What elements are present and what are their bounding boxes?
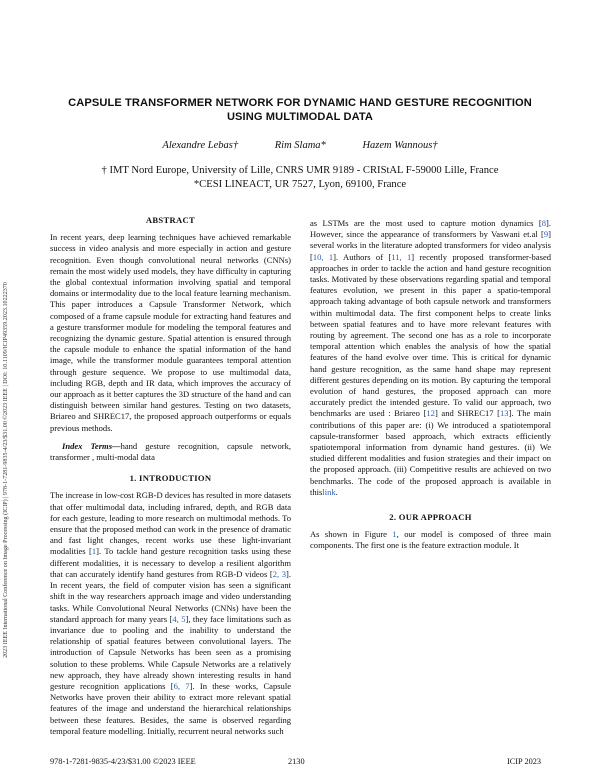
index-terms (50, 441, 291, 463)
ref-link[interactable]: 1 (91, 546, 97, 557)
title-line-1: CAPSULE TRANSFORMER NETWORK FOR DYNAMIC HAND GESTURE RECOGNITION (68, 97, 532, 109)
intro-text: ], they face limitations such as invariance due to pooling and the inability to understand the relationship of spatial features between convolutional layers. The introduction of Capsule Networks has been seen as a promising solution to these problems. While Capsule Networks are a relatively new approach, they have already shown interesting results in hand gesture recognition applications [ (50, 613, 291, 691)
right-column (310, 218, 551, 552)
ref-link[interactable]: 10, 1 (312, 251, 334, 262)
introduction-body-continued (310, 218, 551, 498)
footer-page-number: 2130 (288, 757, 305, 766)
side-doi-banner: 2023 IEEE International Conference on Image Processing (ICIP) | 978-1-7281-9835-4/23/$31.00 ©2023 IEEE | DOI: 10.1109/ICIP49359.2023.10222370 (3, 282, 9, 658)
intro-text: However, since the appearance of transformers by Vaswani et.al [ (310, 229, 544, 240)
approach-text: As shown in Figure (310, 529, 393, 540)
intro-text: ]. (546, 218, 551, 228)
intro-text: ]. Authors of [ (333, 251, 392, 262)
footer-venue: ICIP 2023 (507, 757, 542, 766)
ref-link[interactable]: 2, 3 (272, 568, 287, 579)
title-line-2: USING MULTIMODAL DATA (226, 111, 374, 123)
intro-text: as LSTMs are the most used to capture motion dynamics [ (310, 218, 542, 228)
intro-text: recently proposed transformer-based approaches in order to tackle the action and hand gesture recognition tasks. Motivated by these observations regarding spatial and temporal features evolution, we present in this paper a spatio-temporal approach taking advantage of both capsule network and transformers within multimodal data. The first component helps to create links between spatial features and to have more relevant features with routing by agreement. The second one has as a role to incorporate temporal attention which enables the analysis of how the spatial features of the hand evolve over time. This is critical for dynamic hand gesture recognition, as the same hand shape may represent different gestures depending on its motion. By capturing the temporal evolution of hand gestures, the proposed approach can more accurately predict the intended gesture. To valid our approach, two benchmarks are used : Briareo [ (310, 251, 552, 419)
figure-link[interactable]: 1 (392, 529, 397, 540)
author-1: Alexandre Lebas† (162, 140, 239, 151)
code-link[interactable]: link (322, 486, 336, 497)
approach-heading: 2. OUR APPROACH (389, 512, 472, 523)
column-continuation-spacer (310, 218, 551, 498)
ref-link[interactable]: 11, 1 (391, 251, 412, 262)
ref-link[interactable]: 8 (541, 218, 547, 228)
ref-link[interactable]: 9 (543, 229, 549, 240)
author-2: Rim Slama* (274, 140, 326, 151)
approach-body (310, 529, 551, 551)
index-terms-label: Index Terms— (62, 440, 121, 451)
footer-copyright: 978-1-7281-9835-4/23/$31.00 ©2023 IEEE (50, 757, 196, 766)
ref-link[interactable]: 4, 5 (172, 613, 186, 624)
introduction-body (50, 490, 291, 736)
intro-text: ]. In recent years, the field of computer vision has seen a significant shift in the way researchers approach image and video understanding tasks. While Convolutional Neural Networks (CNNs) have been the standard approach for many years [ (50, 568, 291, 624)
intro-text: ]. To tackle hand gesture recognition tasks using these different modalities, it is necessary to develop a resilient algorithm that can accurately identify hand gestures from RGB-D videos [ (50, 546, 291, 579)
index-terms-body: hand gesture recognition, capsule network, transformer , multi-modal data (50, 440, 291, 463)
intro-text: The increase in low-cost RGB-D devices has resulted in more datasets that offer multimodal data, including infrared, depth, and RGB data for each gesture, leading to more research on multimodal methods. To ensure that the proposed method can work in the presence of dramatic and fast light changes, recent works use these light-invariant modalities [ (50, 490, 291, 557)
intro-text: several works in the literature adopted transformers for video analysis [ (310, 240, 551, 262)
approach-text: , our model is composed of three main components. The first one is the feature extraction module. It (310, 529, 552, 551)
ref-link[interactable]: 6, 7 (173, 680, 190, 691)
paper-title (40, 96, 560, 124)
author-3: Hazem Wannous† (362, 140, 438, 151)
affiliation-2: *CESI LINEACT, UR 7527, Lyon, 69100, France (193, 179, 407, 190)
intro-text: ] and SHREC17 [ (434, 408, 500, 419)
ref-link[interactable]: 13 (499, 408, 509, 419)
intro-text: The main contributions of this paper are: (i) We introduced a spatiotemporal capsule-transformer based approach, which extracts efficiently spatiotemporal information from dynamic hand gestures. (ii) We studied different modalities and fusion strategies and their impact on the proposed approach. (iii) Competitive results are achieved on two benchmarks. The code of the proposed approach is available in this (310, 408, 552, 497)
intro-text: ] (411, 251, 420, 262)
intro-text: ]. (508, 408, 517, 419)
affiliation-1: † IMT Nord Europe, University of Lille, CNRS UMR 9189 - CRIStAL F-59000 Lille, France (101, 165, 499, 176)
author-list (40, 140, 560, 151)
abstract-heading: ABSTRACT (145, 215, 196, 225)
left-column (50, 215, 291, 737)
intro-text: ]. In these works, Capsule Networks have proven their ability to extract more relevant spatial features of the image and understand the hierarchical relationships between these features. Besides, the same is observed regarding temporal feature modelling. Initially, recurrent neural networks such (50, 680, 291, 736)
intro-text: ] (548, 229, 551, 240)
introduction-heading: 1. INTRODUCTION (129, 473, 212, 484)
abstract-body: In recent years, deep learning techniques have achieved remarkable success in video analysis and more especially in action and gesture recognition. Even though convolutional neural networks (CNNs) remain the most widely used models, they have difficulty in capturing the global contextual information involving spatial and temporal domains or intermodality due to the local feature learning mechanism. This paper introduces a Capsule Transformer Network, which composed of a frame capsule module for extracting hand features and a gesture transformer module for modeling the temporal features and recognizing the dynamic gesture. Spatial attention is ensured through the capsule module to enhance the spatial information of the hand image, while the transformer module guarantees temporal attention through gesture sequence. We propose to use multimodal data, including RGB, depth and IR data, which improves the accuracy of our approach as it better captures the 3D structure of the hand and can distinguish between similar hand gestures. Testing on two datasets, Briareo and SHREC17, the proposed approach outperforms or equals previous methods. (50, 232, 291, 433)
intro-text: . (335, 486, 338, 497)
ref-link[interactable]: 12 (426, 408, 435, 419)
